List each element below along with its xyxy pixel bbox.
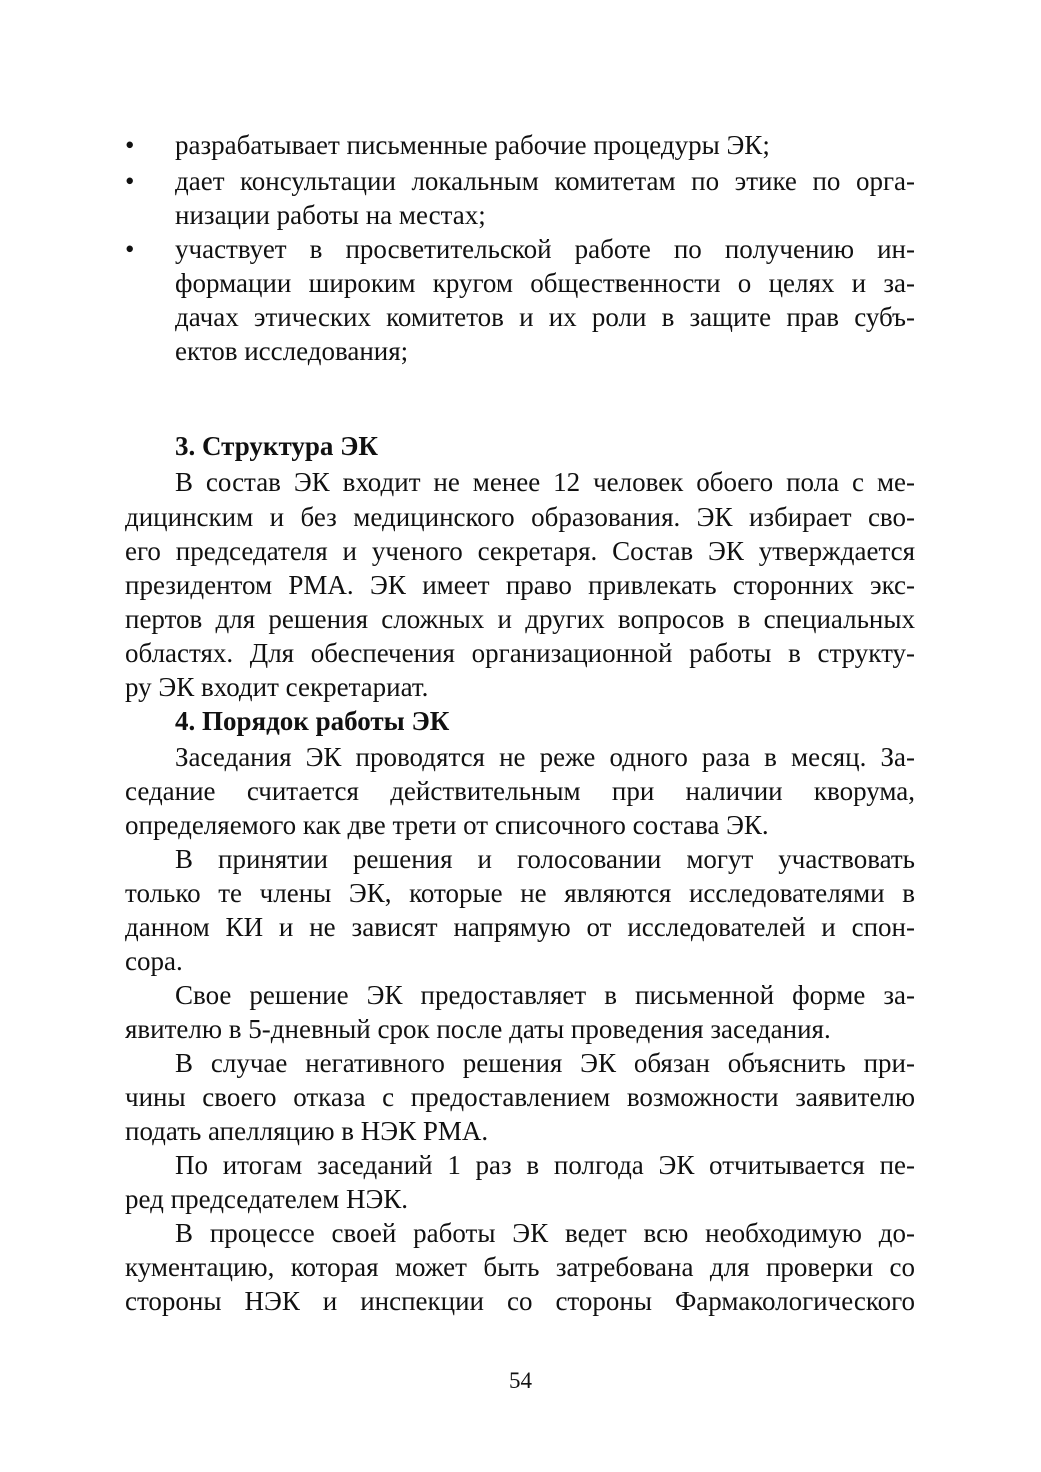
paragraph-line: В случае негативного решения ЭК обязан объяснить при-	[175, 1048, 915, 1078]
bullet-marker: •	[125, 166, 135, 196]
paragraph-line: данном КИ и не зависят напрямую от исследователей и спон-	[125, 912, 915, 942]
paragraph-line: ред председателем НЭК.	[125, 1184, 409, 1214]
paragraph-line: пертов для решения сложных и других вопросов в специальных	[125, 604, 915, 634]
bullet-item-line: формации широким кругом общественности о целях и за-	[175, 268, 915, 298]
paragraph-line: областях. Для обеспечения организационной работы в структу-	[125, 638, 915, 668]
paragraph-line: дицинским и без медицинского образования. ЭК избирает сво-	[125, 502, 915, 532]
paragraph-line: По итогам заседаний 1 раз в полгода ЭК отчитывается пе-	[175, 1150, 915, 1180]
bullet-item-line: разрабатывает письменные рабочие процедуры ЭК;	[175, 130, 770, 160]
paragraph-line: явителю в 5-дневный срок после даты проведения заседания.	[125, 1014, 831, 1044]
bullet-item-line: дает консультации локальным комитетам по этике по орга-	[175, 166, 915, 196]
page-number: 54	[509, 1368, 532, 1393]
paragraph-line: только те члены ЭК, которые не являются исследователями в	[125, 878, 915, 908]
paragraph-line: В процессе своей работы ЭК ведет всю необходимую до-	[175, 1218, 915, 1248]
section-heading: 3. Структура ЭК	[175, 431, 379, 461]
paragraph-line: подать апелляцию в НЭК РМА.	[125, 1116, 489, 1146]
bullet-marker: •	[125, 234, 135, 264]
paragraph-line: президентом РМА. ЭК имеет право привлекать сторонних экс-	[125, 570, 915, 600]
paragraph-line: его председателя и ученого секретаря. Состав ЭК утверждается	[125, 536, 915, 566]
paragraph-line: определяемого как две трети от списочного состава ЭК.	[125, 810, 769, 840]
paragraph-line: стороны НЭК и инспекции со стороны Фармакологического	[125, 1286, 915, 1316]
paragraph-line: В состав ЭК входит не менее 12 человек обоего пола с ме-	[175, 467, 915, 497]
bullet-item-line: низации работы на местах;	[175, 200, 486, 230]
paragraph-line: чины своего отказа с предоставлением возможности заявителю	[125, 1082, 915, 1112]
bullet-item-line: дачах этических комитетов и их роли в защите прав субъ-	[175, 302, 915, 332]
paragraph-line: Свое решение ЭК предоставляет в письменной форме за-	[175, 980, 915, 1010]
paragraph-line: сора.	[125, 946, 183, 976]
paragraph-line: кументацию, которая может быть затребована для проверки со	[125, 1252, 915, 1282]
bullet-item-line: ектов исследования;	[175, 336, 409, 366]
paragraph-line: седание считается действительным при наличии кворума,	[125, 776, 915, 806]
section-heading: 4. Порядок работы ЭК	[175, 706, 450, 736]
paragraph-line: ру ЭК входит секретариат.	[125, 672, 429, 702]
paragraph-line: Заседания ЭК проводятся не реже одного раза в месяц. За-	[175, 742, 915, 772]
bullet-marker: •	[125, 130, 135, 160]
paragraph-line: В принятии решения и голосовании могут участвовать	[175, 844, 915, 874]
bullet-item-line: участвует в просветительской работе по получению ин-	[175, 234, 915, 264]
